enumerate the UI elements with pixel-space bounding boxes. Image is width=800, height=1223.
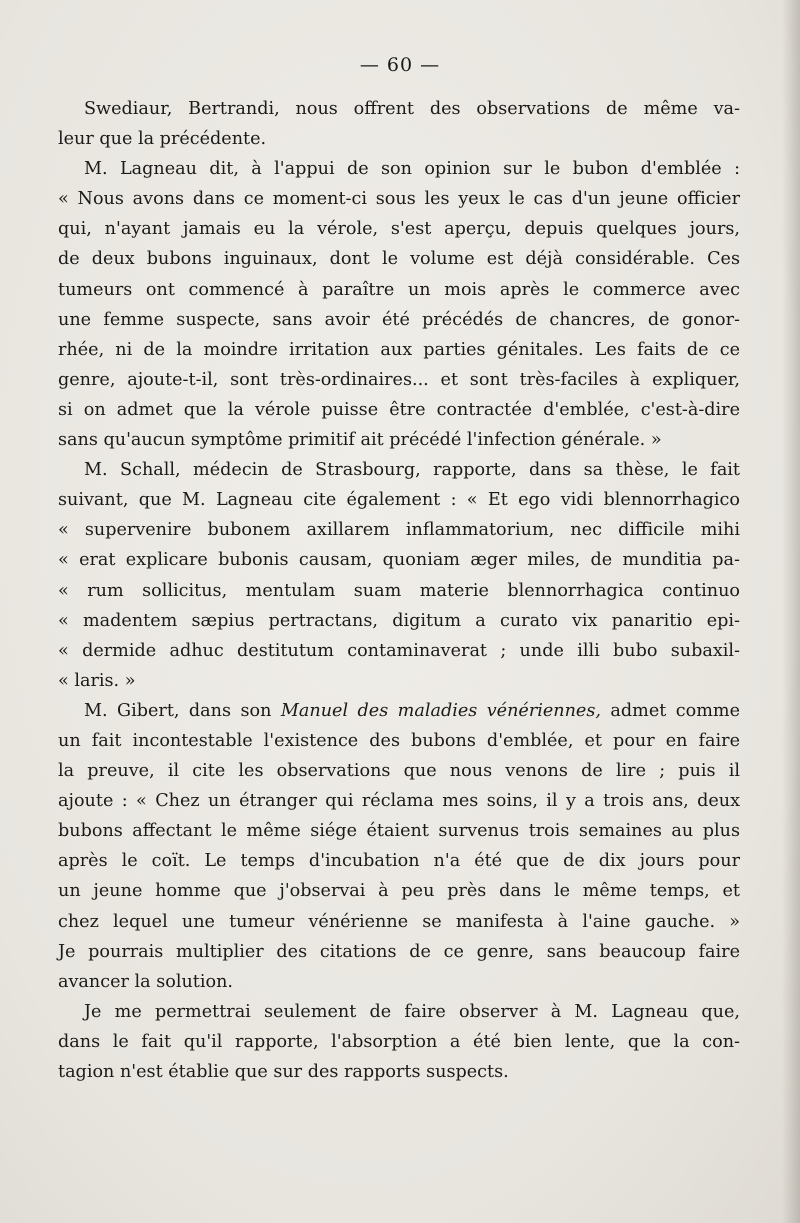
text-line: la preuve, il cite les observations que nous venons de lire ; puis il: [58, 761, 740, 782]
text-line: « erat explicare bubonis causam, quoniam æger miles, de munditia pa-: [58, 550, 740, 571]
text-line: leur que la précédente.: [58, 129, 267, 150]
text-line: un jeune homme que j'observai à peu près dans le même temps, et: [58, 881, 740, 902]
text-segment: admet comme: [600, 700, 740, 721]
text-line: ajoute : « Chez un étranger qui réclama mes soins, il y a trois ans, deux: [58, 791, 740, 812]
text-line: genre, ajoute-t-il, sont très-ordinaires... et sont très-faciles à expliquer,: [58, 369, 740, 390]
text-line: une femme suspecte, sans avoir été précédés de chancres, de gonor-: [58, 309, 740, 330]
text-line: sans qu'aucun symptôme primitif ait précédé l'infection générale. »: [58, 430, 662, 451]
text-segment: M. Gibert, dans son: [84, 700, 281, 721]
text-line: bubons affectant le même siége étaient survenus trois semaines au plus: [58, 821, 740, 842]
text-line: chez lequel une tumeur vénérienne se manifesta à l'aine gauche. »: [58, 911, 740, 932]
text-line: avancer la solution.: [58, 971, 234, 992]
text-line: M. Schall, médecin de Strasbourg, rapporte, dans sa thèse, le fait: [84, 460, 740, 481]
text-line: un fait incontestable l'existence des bubons d'emblée, et pour en faire: [58, 730, 740, 751]
text-line: Je pourrais multiplier des citations de ce genre, sans beaucoup faire: [58, 941, 740, 962]
text-line: « Nous avons dans ce moment-ci sous les yeux le cas d'un jeune officier: [58, 189, 740, 210]
text-line: suivant, que M. Lagneau cite également : « Et ego vidi blennorrhagico: [58, 490, 740, 511]
text-line: rhée, ni de la moindre irritation aux parties génitales. Les faits de ce: [58, 339, 740, 360]
italic-title: Manuel des maladies vénériennes,: [280, 700, 601, 721]
text-line: Swediaur, Bertrandi, nous offrent des observations de même va-: [84, 99, 740, 119]
text-line: dans le fait qu'il rapporte, l'absorption a été bien lente, que la con-: [58, 1031, 740, 1052]
text-line: tagion n'est établie que sur des rapports suspects.: [58, 1062, 509, 1082]
page-number: — 60 —: [359, 54, 441, 76]
text-line: « laris. »: [58, 670, 136, 691]
text-line: après le coït. Le temps d'incubation n'a été que de dix jours pour: [58, 851, 740, 872]
text-line: tumeurs ont commencé à paraître un mois après le commerce avec: [58, 279, 740, 300]
text-line: « supervenire bubonem axillarem inflammatorium, nec difficile mihi: [58, 520, 740, 541]
text-line: M. Lagneau dit, à l'appui de son opinion sur le bubon d'emblée :: [84, 159, 740, 180]
body-text: [58, 94, 740, 1087]
text-line: Je me permettrai seulement de faire observer à M. Lagneau que,: [84, 1001, 740, 1022]
text-line: « madentem sæpius pertractans, digitum a curato vix panaritio epi-: [58, 610, 740, 631]
text-line: si on admet que la vérole puisse être contractée d'emblée, c'est-à-dire: [58, 399, 740, 420]
text-line: « rum sollicitus, mentulam suam materie blennorrhagica continuo: [58, 580, 740, 601]
text-line: [58, 696, 740, 726]
text-line: qui, n'ayant jamais eu la vérole, s'est aperçu, depuis quelques jours,: [58, 219, 740, 240]
text-line: de deux bubons inguinaux, dont le volume est déjà considérable. Ces: [58, 249, 740, 270]
page-edge-shadow: [782, 0, 800, 1223]
text-line: « dermide adhuc destitutum contaminaverat ; unde illi bubo subaxil-: [58, 640, 740, 661]
